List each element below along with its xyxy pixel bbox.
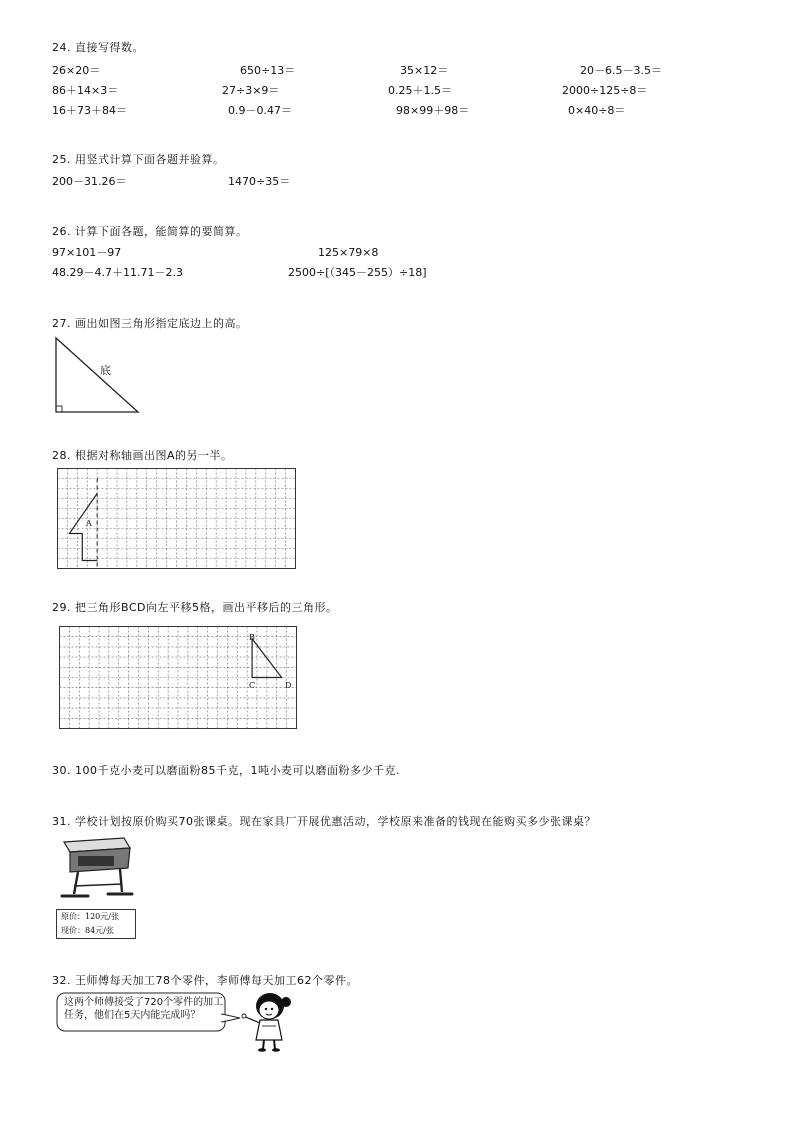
q24-r3c2: 0.9－0.47＝ xyxy=(228,104,292,117)
q31-price-box xyxy=(56,909,136,939)
figure-a-half xyxy=(69,494,97,561)
q24-r1c1: 26×20＝ xyxy=(52,64,101,77)
q31-price-now: 现价：84元/张 xyxy=(61,926,114,935)
q25-item-2: 1470÷35＝ xyxy=(228,175,291,188)
q31-title: 31. 学校计划按原价购买70张课桌。现在家具厂开展优惠活动，学校原来准备的钱现在能购买多少张课桌？ xyxy=(52,815,596,828)
q27-triangle-figure xyxy=(54,336,144,416)
q29-grid-figure xyxy=(59,626,297,730)
q32-title: 32. 王师傅每天加工78个零件，李师傅每天加工62个零件。 xyxy=(52,974,358,987)
q24-r1c3: 35×12＝ xyxy=(400,64,449,77)
q26-item-3: 48.29－4.7＋11.71－2.3 xyxy=(52,266,183,279)
q24-r2c3: 0.25＋1.5＝ xyxy=(388,84,452,97)
right-angle-mark xyxy=(56,406,62,412)
q28-grid-figure xyxy=(57,468,297,570)
q25-title: 25. 用竖式计算下面各题并验算。 xyxy=(52,153,225,166)
q24-r1c2: 650÷13＝ xyxy=(240,64,296,77)
q27-title: 27. 画出如图三角形指定底边上的高。 xyxy=(52,317,248,330)
q27-base-label: 底 xyxy=(100,364,111,377)
q26-item-2: 125×79×8 xyxy=(318,246,379,259)
q24-r3c1: 16＋73＋84＝ xyxy=(52,104,127,117)
q29-title: 29. 把三角形BCD向左平移5格，画出平移后的三角形。 xyxy=(52,601,338,614)
q24-title: 24. 直接写得数。 xyxy=(52,41,144,54)
q24-r3c3: 98×99＋98＝ xyxy=(396,104,470,117)
right-triangle xyxy=(56,338,138,412)
q24-r2c1: 86＋14×3＝ xyxy=(52,84,119,97)
q29-label-b: B xyxy=(249,633,255,642)
girl-character-icon xyxy=(240,990,296,1052)
q29-label-d: D xyxy=(285,681,292,690)
q25-item-1: 200－31.26＝ xyxy=(52,175,127,188)
q24-r2c4: 2000÷125÷8＝ xyxy=(562,84,648,97)
q26-item-4: 2500÷[（345－255）÷18] xyxy=(288,266,427,279)
q30-title: 30. 100千克小麦可以磨面粉85千克，1吨小麦可以磨面粉多少千克. xyxy=(52,764,400,777)
q29-label-c: C xyxy=(249,681,256,690)
q28-figure-label: A xyxy=(86,519,92,528)
q26-item-1: 97×101－97 xyxy=(52,246,122,259)
q31-desk-illustration xyxy=(56,834,136,906)
q24-r3c4: 0×40÷8＝ xyxy=(568,104,626,117)
q24-r1c4: 20－6.5－3.5＝ xyxy=(580,64,662,77)
q31-price-original: 原价：120元/张 xyxy=(61,912,119,921)
q26-title: 26. 计算下面各题，能简算的要简算。 xyxy=(52,225,248,238)
q24-r2c2: 27÷3×9＝ xyxy=(222,84,280,97)
q32-bubble-text: 这两个师傅接受了720个零件的加工任务，他们在5天内能完成吗？ xyxy=(64,997,224,1021)
q28-title: 28. 根据对称轴画出图A的另一半。 xyxy=(52,449,233,462)
